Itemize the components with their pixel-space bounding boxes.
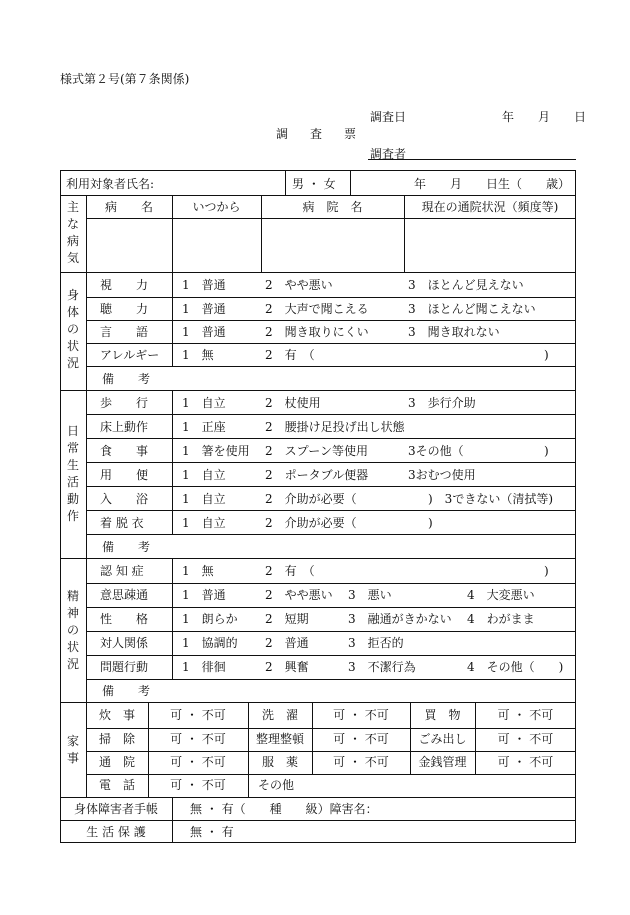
housework-label: 整理整頓 xyxy=(255,732,304,746)
mental-option[interactable]: 4 大変悪い xyxy=(467,588,535,602)
body-option[interactable]: 2 大声で聞こえる xyxy=(265,302,369,316)
housework-option[interactable]: 可 ・ 不可 xyxy=(497,755,554,769)
body-option[interactable]: 1 普通 xyxy=(182,302,226,316)
illness-header-name: 病 名 xyxy=(104,200,153,214)
body-option[interactable]: 3 ほとんど見えない xyxy=(408,278,524,292)
birth-date-field[interactable]: 年 月 日生（ 歳） xyxy=(414,177,571,191)
housework-label: 炊 事 xyxy=(98,708,135,722)
daily-option-close: ) xyxy=(544,444,549,458)
mental-option[interactable]: 1 無 xyxy=(182,564,214,578)
mental-option[interactable]: 3 拒否的 xyxy=(348,636,404,650)
body-option[interactable]: 1 普通 xyxy=(182,278,226,292)
body-remarks-label: 備 考 xyxy=(102,372,151,386)
welfare-label: 生 活 保 護 xyxy=(86,825,146,839)
housework-option[interactable]: 可 ・ 不可 xyxy=(333,708,389,722)
sex-selector[interactable]: 男 ・ 女 xyxy=(292,177,336,191)
body-row-label: 聴 力 xyxy=(100,302,149,316)
mental-option[interactable]: 2 有 （ xyxy=(265,564,315,578)
subject-name-label: 利用対象者氏名: xyxy=(66,177,155,191)
mental-option[interactable]: 2 普通 xyxy=(265,636,309,650)
daily-option[interactable]: 3 歩行介助 xyxy=(408,396,476,410)
mental-option[interactable]: 3 融通がきかない xyxy=(348,612,452,626)
mental-row-label: 意思疎通 xyxy=(100,588,149,602)
body-option[interactable]: 2 やや悪い xyxy=(265,278,333,292)
housework-label: 掃 除 xyxy=(98,732,135,746)
form-code: 様式第２号(第７条関係) xyxy=(60,72,190,86)
daily-option[interactable]: 2 腰掛け足投げ出し状態 xyxy=(265,420,405,434)
daily-row-label: 歩 行 xyxy=(100,396,149,410)
housework-label: 洗 濯 xyxy=(261,708,298,722)
body-option[interactable]: 3 ほとんど聞こえない xyxy=(408,302,536,316)
mental-row-label: 認 知 症 xyxy=(100,564,144,578)
mental-option[interactable]: 4 その他（ ) xyxy=(467,660,564,674)
daily-option[interactable]: 2 スプーン等使用 xyxy=(265,444,369,458)
daily-row-label: 入 浴 xyxy=(100,492,149,506)
body-row-label: 言 語 xyxy=(100,325,149,339)
mental-option[interactable]: 3 悪い xyxy=(348,588,392,602)
body-option[interactable]: 2 有 （ xyxy=(265,348,315,362)
illness-header-visit-status: 現在の通院状況（頻度等) xyxy=(421,200,559,214)
housework-label: ごみ出し xyxy=(418,732,467,746)
daily-option[interactable]: 2 杖使用 xyxy=(265,396,321,410)
housework-label-other: その他 xyxy=(258,778,295,792)
daily-option[interactable]: 2 ポータブル便器 xyxy=(265,468,369,482)
housework-label: 服 薬 xyxy=(261,755,298,769)
housework-option[interactable]: 可 ・ 不可 xyxy=(497,732,554,746)
form-title: 調査票 xyxy=(276,127,379,141)
daily-remarks-label: 備 考 xyxy=(102,540,151,554)
body-option[interactable]: 1 普通 xyxy=(182,325,226,339)
daily-option[interactable]: 1 自立 xyxy=(182,516,226,530)
daily-row-label: 用 便 xyxy=(100,468,149,482)
surveyor-field[interactable]: 調査者 xyxy=(370,147,407,161)
body-row-label: 視 力 xyxy=(100,278,149,292)
housework-option[interactable]: 可 ・ 不可 xyxy=(333,732,389,746)
mental-option[interactable]: 1 朗らか xyxy=(182,612,238,626)
housework-label: 通 院 xyxy=(98,755,135,769)
mental-option[interactable]: 1 協調的 xyxy=(182,636,238,650)
mental-row-label: 問題行動 xyxy=(100,660,149,674)
body-row-label: アレルギー xyxy=(100,348,160,362)
mental-option[interactable]: 2 短期 xyxy=(265,612,309,626)
survey-date-field[interactable]: 調査日 年 月 日 xyxy=(370,110,587,124)
daily-row-label: 着 脱 衣 xyxy=(100,516,144,530)
disability-label: 身体障害者手帳 xyxy=(73,802,158,816)
daily-option[interactable]: 1 箸を使用 xyxy=(182,444,250,458)
mental-option[interactable]: 1 徘徊 xyxy=(182,660,226,674)
body-option[interactable]: 3 聞き取れない xyxy=(408,325,500,339)
mental-option[interactable]: 3 不潔行為 xyxy=(348,660,416,674)
daily-option-close: ) xyxy=(428,516,433,530)
housework-option[interactable]: 可 ・ 不可 xyxy=(170,708,226,722)
mental-row-label: 対人関係 xyxy=(100,636,149,650)
housework-option[interactable]: 可 ・ 不可 xyxy=(170,755,226,769)
mental-option-close: ) xyxy=(544,564,549,578)
mental-option[interactable]: 1 普通 xyxy=(182,588,226,602)
mental-option[interactable]: 2 やや悪い xyxy=(265,588,333,602)
housework-option[interactable]: 可 ・ 不可 xyxy=(497,708,554,722)
housework-label: 買 物 xyxy=(424,708,461,722)
housework-label: 金銭管理 xyxy=(418,755,467,769)
body-option[interactable]: 1 無 xyxy=(182,348,214,362)
daily-option[interactable]: 3おむつ使用 xyxy=(408,468,476,482)
housework-option[interactable]: 可 ・ 不可 xyxy=(170,732,226,746)
daily-option[interactable]: 2 介助が必要（ xyxy=(265,516,357,530)
disability-field[interactable]: 無 ・ 有（ 種 級）障害名： xyxy=(190,802,378,816)
housework-option[interactable]: 可 ・ 不可 xyxy=(170,778,226,792)
daily-option[interactable]: 1 自立 xyxy=(182,492,226,506)
daily-option[interactable]: 2 介助が必要（ xyxy=(265,492,357,506)
daily-row-label: 食 事 xyxy=(100,444,149,458)
illness-header-since: いつから xyxy=(192,200,241,214)
surveyor-underline xyxy=(368,159,576,160)
daily-option[interactable]: 1 自立 xyxy=(182,396,226,410)
housework-label-phone: 電 話 xyxy=(98,778,135,792)
daily-option[interactable]: ) 3できない（清拭等) xyxy=(428,492,553,506)
daily-row-label: 床上動作 xyxy=(100,420,149,434)
mental-option[interactable]: 4 わがまま xyxy=(467,612,535,626)
welfare-field[interactable]: 無 ・ 有 xyxy=(190,825,234,839)
daily-option[interactable]: 3その他（ xyxy=(408,444,464,458)
illness-header-hospital: 病 院 名 xyxy=(302,200,363,214)
body-option-close: ) xyxy=(544,348,549,362)
mental-option[interactable]: 2 興奮 xyxy=(265,660,309,674)
daily-option[interactable]: 1 正座 xyxy=(182,420,226,434)
mental-row-label: 性 格 xyxy=(100,612,149,626)
daily-option[interactable]: 1 自立 xyxy=(182,468,226,482)
body-option[interactable]: 2 聞き取りにくい xyxy=(265,325,369,339)
mental-remarks-label: 備 考 xyxy=(102,684,151,698)
housework-option[interactable]: 可 ・ 不可 xyxy=(333,755,389,769)
